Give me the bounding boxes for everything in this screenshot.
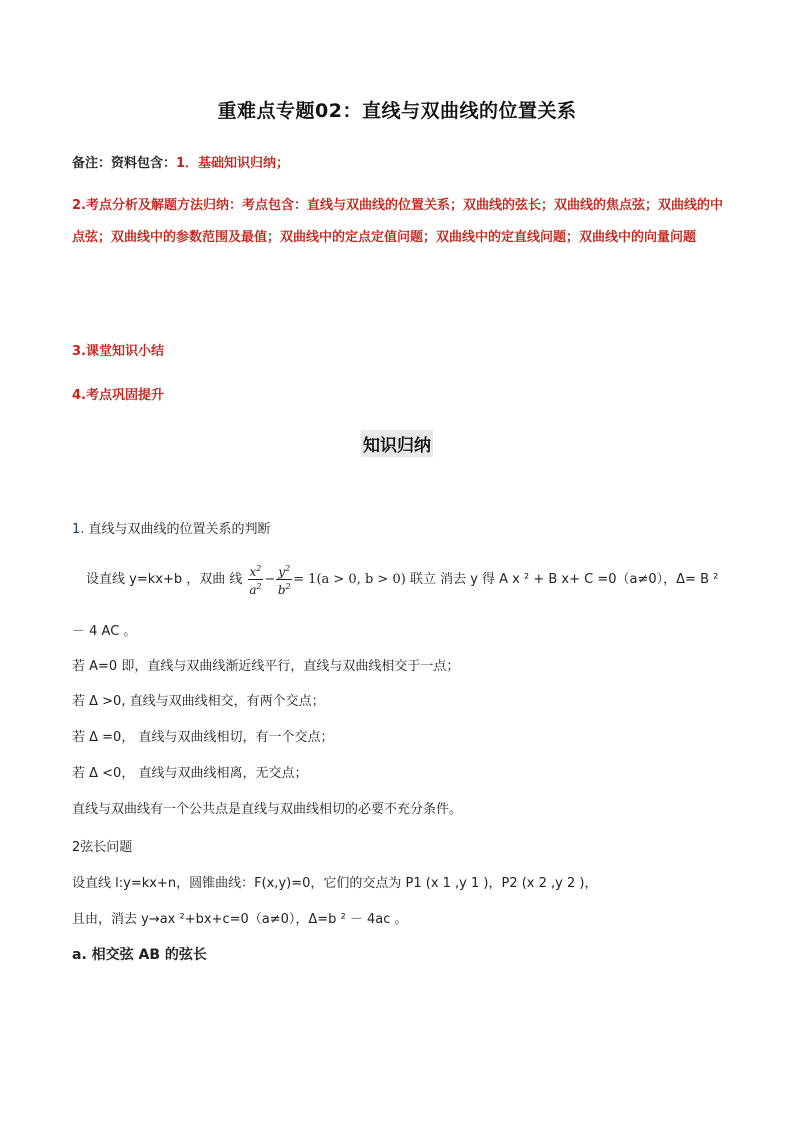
page-title: 重难点专题02：直线与双曲线的位置关系 — [217, 100, 577, 122]
frac2-den: b — [277, 583, 286, 597]
s1-line6: 若 Δ <0， 直线与双曲线相离，无交点； — [72, 766, 308, 781]
s2-line2: 且由，消去 y→ax ²+bx+c=0（a≠0），Δ=b ² － 4ac 。 — [72, 912, 408, 927]
hyperbola-equation — [247, 564, 410, 597]
note-line — [72, 152, 289, 171]
note-item-1: 1．基础知识归纳； — [176, 156, 290, 171]
note-item-3: 3.课堂知识小结 — [72, 344, 164, 359]
fraction-y2-b2: $\frac{y^2}{b^2}$ — [277, 564, 291, 597]
section-heading — [0, 430, 794, 457]
frac1-den: a — [249, 583, 257, 597]
s1-line1-post: 联立 消去 y 得 A x ² + B x+ C =0（a≠0），Δ= B ² — [409, 572, 719, 587]
s1-line1 — [86, 562, 718, 597]
s2-line1: 设直线 l:y=kx+n，圆锥曲线：F(x,y)=0，它们的交点为 P1 (x 1 ,y 1 )，P2 (x 2 ,y 2 )， — [72, 876, 598, 891]
s1-line2: － 4 AC 。 — [72, 624, 137, 639]
s1-line7: 直线与双曲线有一个公共点是直线与双曲线相切的必要不充分条件。 — [72, 802, 463, 817]
s2-heading: 2弦长问题 — [72, 840, 133, 855]
note-prefix: 备注：资料包含： — [72, 156, 177, 171]
section-heading-text: 知识归纳 — [361, 430, 433, 457]
s2-subheading-a: a. 相交弦 AB 的弦长 — [72, 947, 207, 963]
s1-number: 1. — [72, 522, 85, 537]
equation-rhs: = 1(a > 0, b > 0) — [293, 572, 406, 587]
frac2-num: y — [278, 565, 286, 579]
s1-line5: 若 Δ =0， 直线与双曲线相切，有一个交点； — [72, 730, 334, 745]
s1-heading — [72, 518, 271, 537]
note-item-2: 2.考点分析及解题方法归纳：考点包含：直线与双曲线的位置关系；双曲线的弦长；双曲线的焦点弦；双曲线的中点弦；双曲线中的参数范围及最值；双曲线中的定点定值问题；双曲线中的定直线问题；双曲线中的向量问题 — [72, 198, 723, 245]
fraction-x2-a2: $\frac{x^2}{a^2}$ — [249, 564, 262, 597]
note-item-4: 4.考点巩固提升 — [72, 388, 164, 403]
frac1-num: x — [249, 565, 257, 579]
s1-line4: 若 Δ >0, 直线与双曲线相交，有两个交点； — [72, 694, 325, 709]
s1-line1-pre: 设直线 y=kx+b ，双曲 线 — [86, 572, 243, 587]
s1-heading-text: 直线与双曲线的位置关系的判断 — [88, 522, 271, 537]
minus-sign: − — [264, 572, 276, 587]
s1-line3: 若 A=0 即，直线与双曲线渐近线平行，直线与双曲线相交于一点； — [72, 659, 460, 674]
